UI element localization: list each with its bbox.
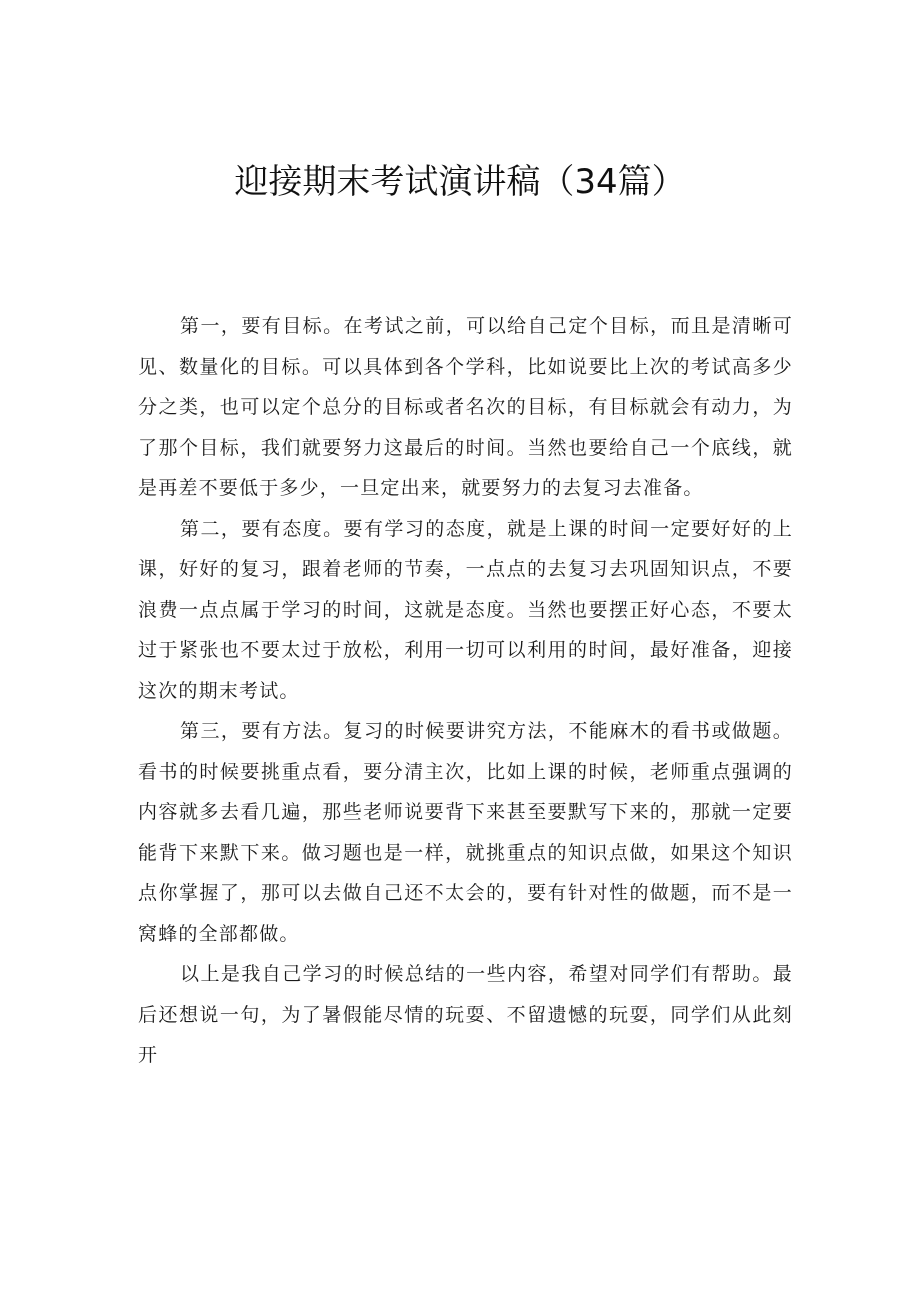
paragraph-goal: 第一，要有目标。在考试之前，可以给自己定个目标，而且是清晰可见、数量化的目标。可以具体到各个学科，比如说要比上次的考试高多少分之类，也可以定个总分的目标或者名次的目标，有目标就会有动力，为了那个目标，我们就要努力这最后的时间。当然也要给自己一个底线，就是再差不要低于多少，一旦定出来，就要努力的去复习去准备。	[138, 315, 793, 499]
paragraph-attitude: 第二，要有态度。要有学习的态度，就是上课的时间一定要好好的上课，好好的复习，跟着老师的节奏，一点点的去复习去巩固知识点，不要浪费一点点属于学习的时间，这就是态度。当然也要摆正好心态，不要太过于紧张也不要太过于放松，利用一切可以利用的时间，最好准备，迎接这次的期末考试。	[138, 517, 793, 702]
document-body	[138, 306, 793, 1076]
document-title: 迎接期末考试演讲稿（34篇）	[234, 162, 686, 202]
paragraph-method: 第三，要有方法。复习的时候要讲究方法，不能麻木的看书或做题。看书的时候要挑重点看，要分清主次，比如上课的时候，老师重点强调的内容就多去看几遍，那些老师说要背下来甚至要默写下来的，那就一定要能背下来默下来。做习题也是一样，就挑重点的知识点做，如果这个知识点你掌握了，那可以去做自己还不太会的，要有针对性的做题，而不是一窝蜂的全部都做。	[138, 720, 793, 945]
paragraph-closing: 以上是我自己学习的时候总结的一些内容，希望对同学们有帮助。最后还想说一句，为了暑假能尽情的玩耍、不留遗憾的玩耍，同学们从此刻开	[138, 963, 793, 1066]
